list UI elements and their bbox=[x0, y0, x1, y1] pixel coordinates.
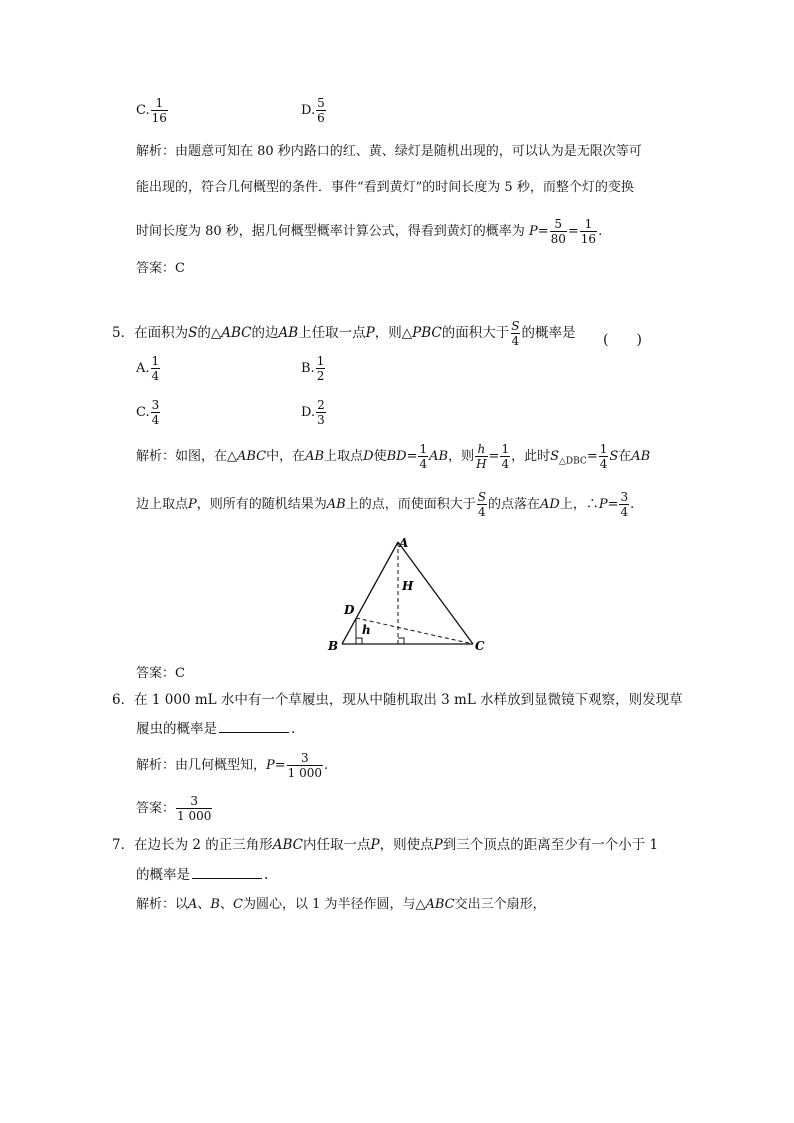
option-d bbox=[301, 97, 327, 124]
fraction: $\frac{h}{H}$ bbox=[476, 442, 487, 471]
label-d: D bbox=[344, 603, 355, 617]
fraction: $\frac{1}{4}$ bbox=[599, 442, 608, 471]
segment-dc bbox=[356, 618, 473, 644]
fraction: $\frac{1}{4}$ bbox=[151, 354, 160, 383]
option-c bbox=[136, 97, 169, 124]
label-h-upper: H bbox=[402, 579, 414, 593]
question-6-stem-cont: 履虫的概率是 . bbox=[136, 721, 296, 737]
fraction: $\frac{3}{4}$ bbox=[151, 398, 160, 427]
answer-line: 答案： $\frac{3}{1 000}$ bbox=[136, 794, 212, 823]
label-a: A bbox=[399, 536, 409, 550]
question-number: 6． bbox=[112, 692, 135, 708]
fraction: $\frac{3}{1 000}$ bbox=[287, 751, 323, 780]
label-c: C bbox=[475, 639, 485, 653]
right-angle-mark bbox=[356, 638, 362, 644]
fraction: $\frac{1}{16}$ bbox=[580, 217, 597, 246]
right-angle-mark bbox=[398, 638, 404, 644]
question-number: 7． bbox=[112, 837, 135, 853]
solution-line: 边上取点P，则所有的随机结果为AB上的点，而使面积大于 $\frac{S}{4}$ 的点落在AD上，∴P= $\frac{3}{4}$ . bbox=[136, 490, 635, 519]
question-7-stem: 7．在边长为 2 的正三角形ABC内任取一点P，则使点P到三个顶点的距离至少有一个小于 1 bbox=[112, 837, 659, 853]
fraction: $\frac{1}{4}$ bbox=[419, 442, 428, 471]
triangle-figure bbox=[320, 530, 495, 655]
answer-line: 答案：C bbox=[136, 666, 185, 681]
label-b: B bbox=[328, 639, 339, 653]
question-6-stem: 6．在 1 000 mL 水中有一个草履虫，现从中随机取出 3 mL 水样放到显微镜下观察，则发现草 bbox=[112, 692, 683, 708]
fraction: $\frac{S}{4}$ bbox=[511, 319, 520, 348]
solution-line: 解析：以A、B、C为圆心，以 1 为半径作圆，与△ABC交出三个扇形， bbox=[136, 897, 546, 912]
option-label: D. bbox=[301, 103, 316, 118]
fraction: $\frac{1}{2}$ bbox=[316, 354, 325, 383]
solution-line: 时间长度为 80 秒，据几何概型概率计算公式，得看到黄灯的概率为 P= $\frac{5}{80}$ = $\frac{1}{16}$ . bbox=[136, 217, 603, 246]
question-number: 5． bbox=[112, 325, 135, 341]
option-a: A. $\frac{1}{4}$ bbox=[136, 354, 160, 383]
label-h-lower: h bbox=[362, 623, 371, 637]
option-label: C. bbox=[136, 103, 150, 118]
fraction: $\frac{5}{6}$ bbox=[317, 96, 325, 125]
fraction: $\frac{1}{4}$ bbox=[501, 442, 510, 471]
answer-parentheses: ( ) bbox=[603, 332, 642, 348]
question-7-stem-cont: 的概率是 . bbox=[136, 867, 269, 883]
fraction: $\frac{3}{4}$ bbox=[620, 490, 629, 519]
fill-blank bbox=[219, 720, 289, 733]
option-d: D. $\frac{2}{3}$ bbox=[301, 398, 325, 427]
solution-line: 能出现的，符合几何概型的条件．事件“看到黄灯”的时间长度为 5 秒，而整个灯的变换 bbox=[136, 180, 634, 195]
fraction: $\frac{2}{3}$ bbox=[317, 398, 325, 427]
solution-line: 解析：由题意可知在 80 秒内路口的红、黄、绿灯是随机出现的，可以认为是无限次等可 bbox=[136, 144, 642, 159]
fraction: $\frac{3}{1 000}$ bbox=[177, 794, 212, 823]
solution-line: 解析：由几何概型知，P= $\frac{3}{1 000}$ . bbox=[136, 751, 329, 780]
fraction: $\frac{S}{4}$ bbox=[477, 490, 486, 519]
side-ac bbox=[398, 542, 473, 644]
answer-line: 答案：C bbox=[136, 261, 185, 276]
fraction: $\frac{5}{80}$ bbox=[550, 217, 566, 246]
solution-line: 解析：如图，在△ABC中，在AB上取点D使BD= $\frac{1}{4}$ AB，则 $\frac{h}{H}$ = $\frac{1}{4}$ ，此时$S_{\triangle DBC}=$ $\frac{1}{4}$ S在AB bbox=[136, 442, 651, 471]
fraction: $\frac{1}{16}$ bbox=[151, 96, 167, 125]
option-c: C. $\frac{3}{4}$ bbox=[136, 398, 160, 427]
option-b: B. $\frac{1}{2}$ bbox=[301, 354, 325, 383]
fill-blank bbox=[192, 866, 262, 879]
question-5-stem: 5．在面积为S的△ABC的边AB上任取一点P，则△PBC的面积大于 $\frac{S}{4}$ 的概率是 bbox=[112, 319, 576, 348]
